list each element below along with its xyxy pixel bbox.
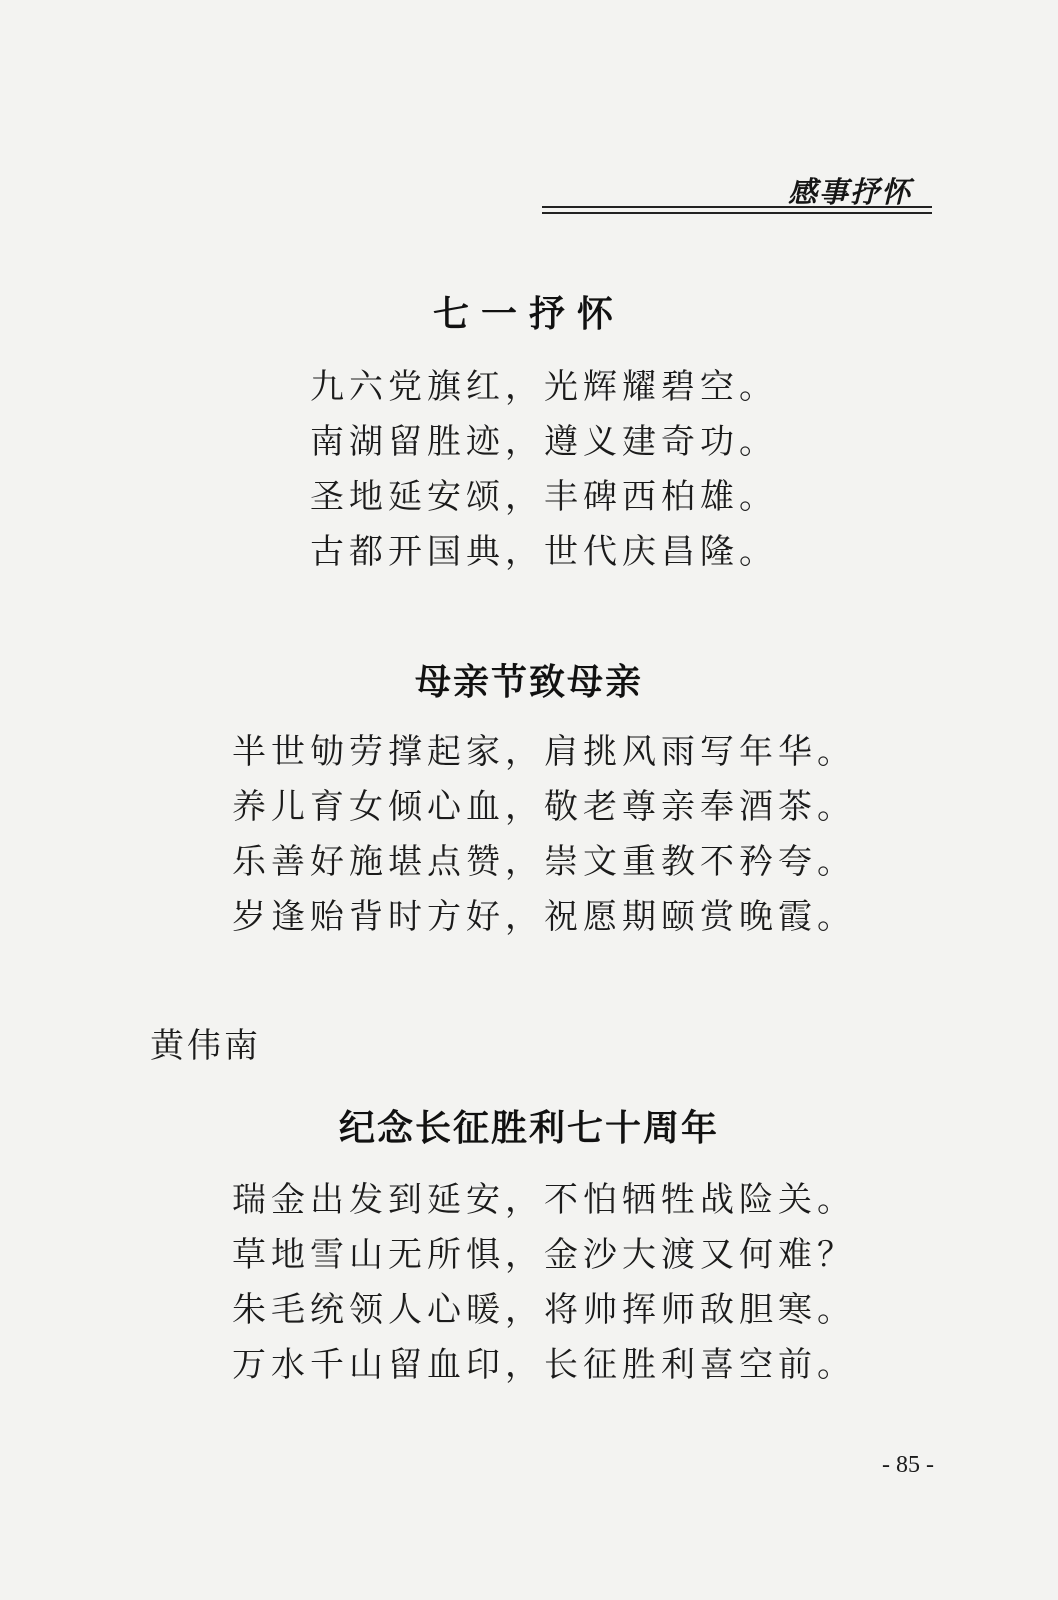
poem-line: 圣地延安颂，丰碑西柏雄。 bbox=[310, 477, 778, 517]
section-title: 感事抒怀 bbox=[787, 175, 912, 209]
poem-line: 岁逢贻背时方好，祝愿期颐赏晚霞。 bbox=[232, 897, 856, 937]
poem-title: 七一抒怀 bbox=[432, 294, 625, 335]
poem-title: 纪念长征胜利七十周年 bbox=[338, 1108, 719, 1149]
poem-body bbox=[232, 1173, 856, 1393]
poem-line: 草地雪山无所惧，金沙大渡又何难？ bbox=[232, 1235, 856, 1275]
poem-title: 母亲节致母亲 bbox=[414, 662, 643, 703]
poem-line: 半世劬劳撑起家，肩挑风雨写年华。 bbox=[232, 732, 856, 772]
poem-line: 古都开国典，世代庆昌隆。 bbox=[310, 532, 778, 572]
poem-line: 乐善好施堪点赞，崇文重教不矜夸。 bbox=[232, 842, 856, 882]
poem-line: 南湖留胜迹，遵义建奇功。 bbox=[310, 422, 778, 462]
poem-line: 朱毛统领人心暖，将帅挥师敌胆寒。 bbox=[232, 1290, 856, 1330]
header-rule bbox=[542, 206, 932, 214]
author-name: 黄伟南 bbox=[150, 1026, 261, 1066]
poem-line: 万水千山留血印，长征胜利喜空前。 bbox=[232, 1345, 856, 1385]
poem-line: 瑞金出发到延安，不怕牺牲战险关。 bbox=[232, 1180, 856, 1220]
poem-body bbox=[232, 725, 856, 945]
poem-line: 养儿育女倾心血，敬老尊亲奉酒茶。 bbox=[232, 787, 856, 827]
running-header bbox=[788, 170, 912, 211]
page-number: - 85 - bbox=[882, 1452, 934, 1478]
poem-body bbox=[310, 360, 778, 580]
poem-line: 九六党旗红，光辉耀碧空。 bbox=[310, 367, 778, 407]
